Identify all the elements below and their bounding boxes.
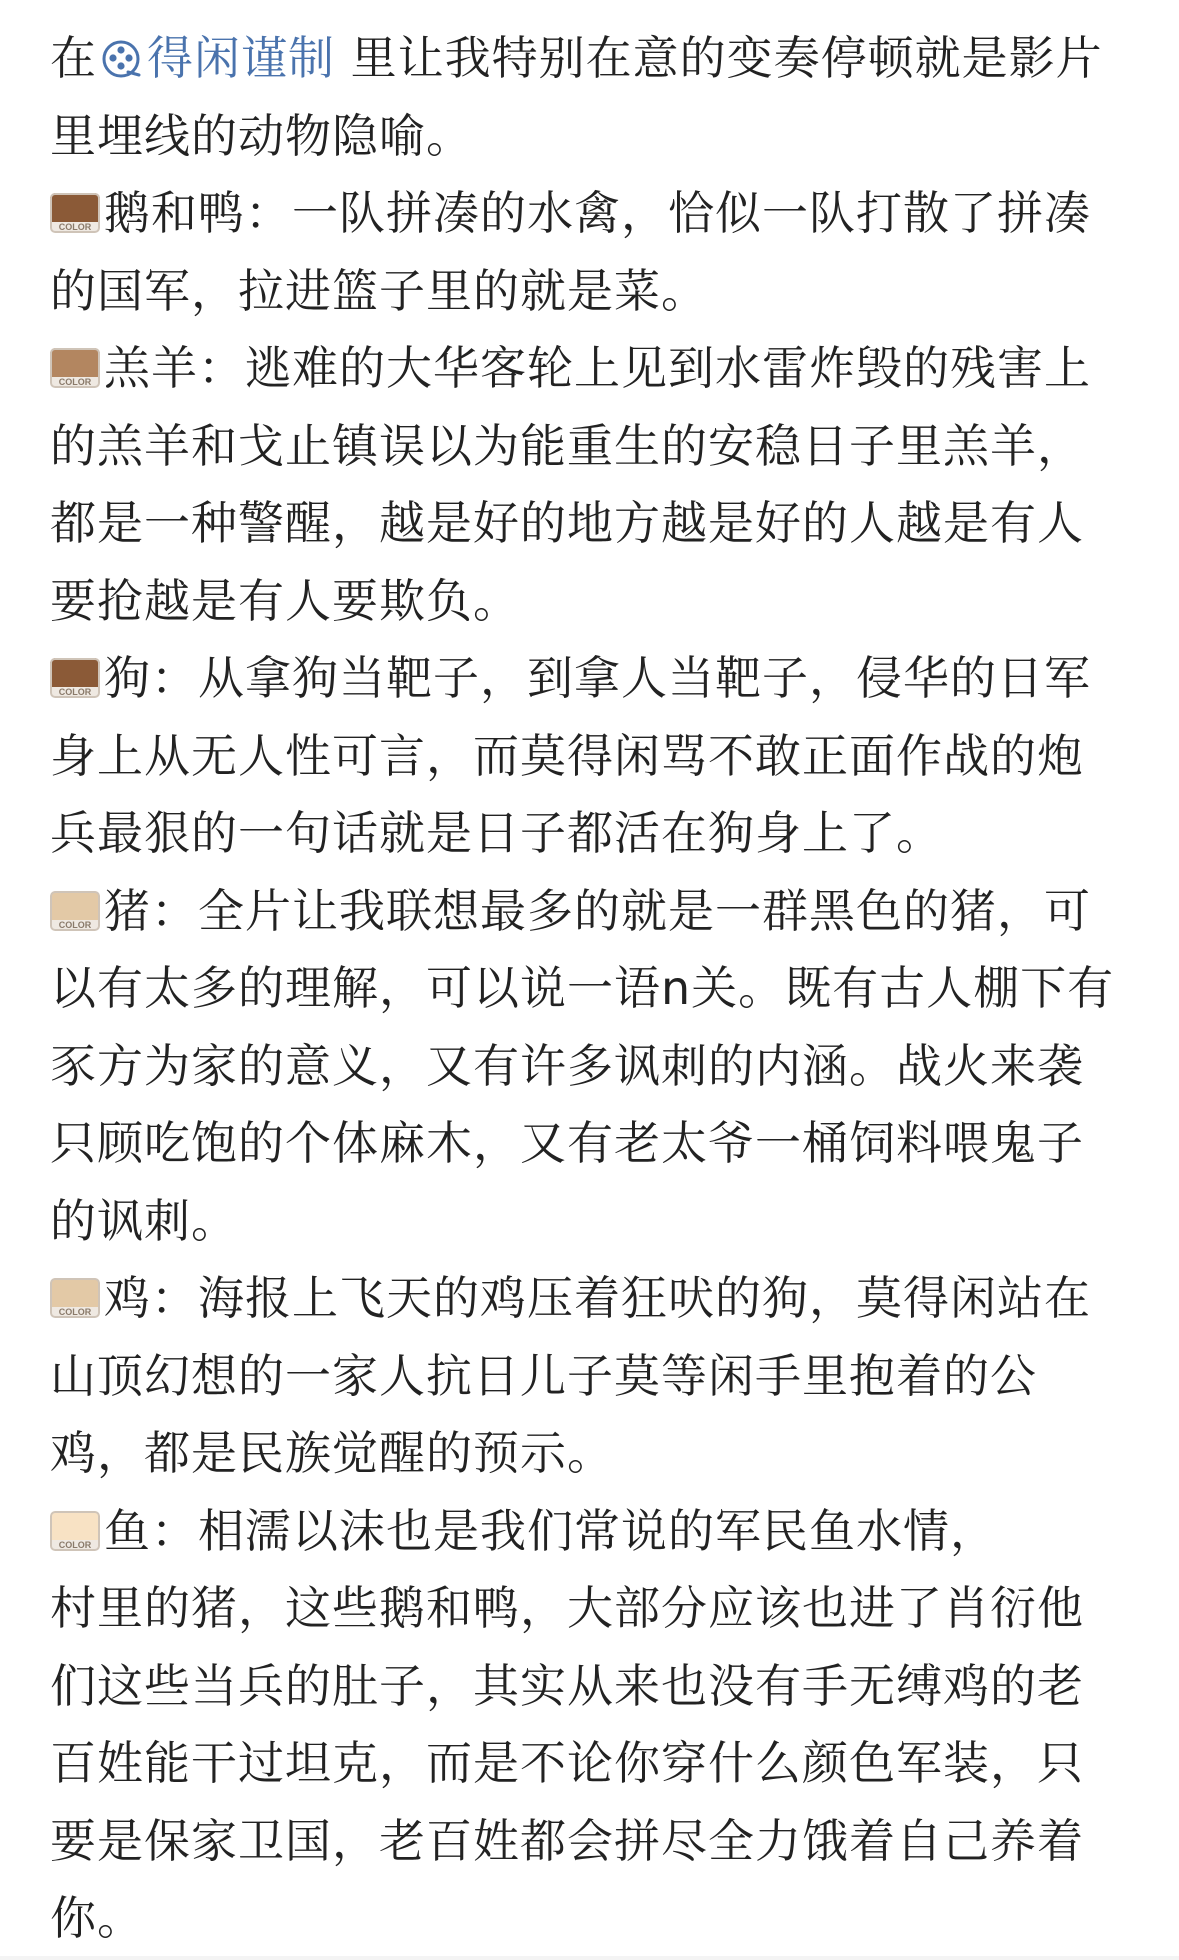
intro-after-link: 里让我特别在意的变奏停顿就是影片里埋线的动物隐喻。 — [50, 31, 1103, 163]
section-pig — [50, 873, 1120, 1261]
section-text: 狗：从拿狗当靶子，到拿人当靶子，侵华的日军身上从无人性可言，而莫得闲骂不敢正面作战的炮兵最狠的一句话就是日子都活在狗身上了。 — [50, 651, 1091, 860]
intro-paragraph — [50, 20, 1120, 175]
color-swatch-icon — [50, 348, 100, 388]
color-swatch-icon — [50, 891, 100, 931]
section-geese-ducks — [50, 175, 1120, 330]
swatch-label: COLOR — [50, 687, 100, 698]
section-text: 羔羊：逃难的大华客轮上见到水雷炸毁的残害上的羔羊和戈止镇误以为能重生的安稳日子里羔羊，都是一种警醒，越是好的地方越是好的人越是有人要抢越是有人要欺负。 — [50, 341, 1091, 628]
color-swatch-icon — [50, 193, 100, 233]
swatch-label: COLOR — [50, 920, 100, 931]
color-swatch-icon — [50, 658, 100, 698]
section-lamb — [50, 330, 1120, 640]
section-text: 鸡：海报上飞天的鸡压着狂吠的狗，莫得闲站在山顶幻想的一家人抗日儿子莫等闲手里抱着的公鸡，都是民族觉醒的预示。 — [50, 1271, 1091, 1480]
movie-link[interactable] — [97, 31, 335, 85]
bottom-divider — [0, 1956, 1179, 1960]
swatch-label: COLOR — [50, 1540, 100, 1551]
section-text: 鹅和鸭：一队拼凑的水禽，恰似一队打散了拼凑的国军，拉进篮子里的就是菜。 — [50, 186, 1091, 318]
closing-paragraph: 村里的猪，这些鹅和鸭，大部分应该也进了肖衍他们这些当兵的肚子，其实从来也没有手无缚鸡的老百姓能干过坦克，而是不论你穿什么颜色军装，只要是保家卫国，老百姓都会拼尽全力饿着自己养着你。 — [50, 1581, 1084, 1945]
color-swatch-icon — [50, 1511, 100, 1551]
section-dog — [50, 640, 1120, 873]
swatch-label: COLOR — [50, 222, 100, 233]
intro-before-link: 在 — [50, 31, 97, 85]
film-reel-icon — [101, 39, 141, 79]
color-swatch-icon — [50, 1278, 100, 1318]
section-text: 猪：全片让我联想最多的就是一群黑色的猪，可以有太多的理解，可以说一语n关。既有古人棚下有豕方为家的意义，又有许多讽刺的内涵。战火来袭只顾吃饱的个体麻木，又有老太爷一桶饲料喂鬼子的讽刺。 — [50, 883, 1115, 1248]
section-fish — [50, 1493, 1120, 1571]
movie-link-text[interactable]: 得闲谨制 — [147, 31, 335, 85]
section-text: 鱼：相濡以沫也是我们常说的军民鱼水情， — [104, 1503, 997, 1558]
swatch-label: COLOR — [50, 1307, 100, 1318]
swatch-label: COLOR — [50, 377, 100, 388]
section-chicken — [50, 1260, 1120, 1493]
article-body — [50, 20, 1120, 1958]
